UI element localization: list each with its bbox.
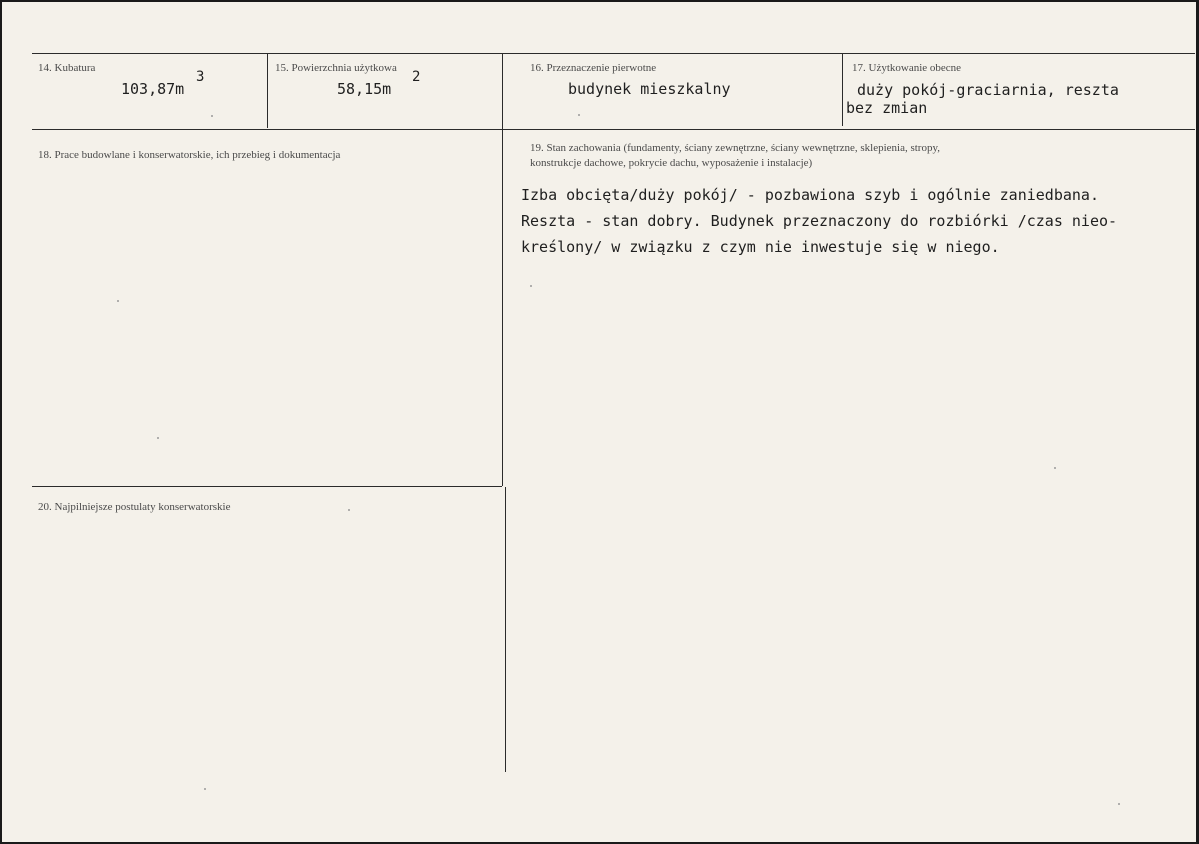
paper-speck bbox=[157, 437, 159, 439]
field-18-label: 18. Prace budowlane i konserwatorskie, ich przebieg i dokumentacja bbox=[38, 149, 341, 161]
field-15-exponent: 2 bbox=[412, 69, 421, 85]
field-17-value-line1: duży pokój-graciarnia, reszta bbox=[857, 81, 1119, 99]
field-16-label: 16. Przeznaczenie pierwotne bbox=[530, 62, 657, 74]
paper-speck bbox=[117, 300, 119, 302]
field-14-label: 14. Kubatura bbox=[38, 62, 96, 74]
paper-speck bbox=[204, 788, 206, 790]
top-row-divider bbox=[32, 53, 1195, 54]
field-14-exponent: 3 bbox=[196, 69, 205, 85]
field-14-value: 103,87m bbox=[121, 80, 185, 98]
field-19-label-line2: konstrukcje dachowe, pokrycie dachu, wyposażenie i instalacje) bbox=[530, 157, 813, 169]
field-19-text-line2: Reszta - stan dobry. Budynek przeznaczony do rozbiórki /czas nieo- bbox=[521, 212, 1118, 230]
field-17-label: 17. Użytkowanie obecne bbox=[852, 62, 962, 74]
col-divider-2 bbox=[502, 54, 503, 486]
col-divider-3 bbox=[842, 54, 843, 126]
paper-speck bbox=[1054, 467, 1056, 469]
field-15-label: 15. Powierzchnia użytkowa bbox=[275, 62, 397, 74]
field-19-label-line1: 19. Stan zachowania (fundamenty, ściany zewnętrzne, ściany wewnętrzne, sklepienia, stropy, bbox=[530, 142, 941, 154]
paper-speck bbox=[211, 115, 213, 117]
paper-speck bbox=[530, 285, 532, 287]
field-17-value-line2: bez zmian bbox=[846, 99, 928, 117]
col-divider-1 bbox=[267, 54, 268, 128]
paper-speck bbox=[348, 509, 350, 511]
field-15-value: 58,15m bbox=[337, 80, 392, 98]
field-20-label: 20. Najpilniejsze postulaty konserwatorskie bbox=[38, 501, 231, 513]
middle-row-divider bbox=[32, 129, 1195, 130]
paper-speck bbox=[1118, 803, 1120, 805]
field-19-text-line3: kreślony/ w związku z czym nie inwestuje się w niego. bbox=[521, 238, 1000, 256]
field-19-text-line1: Izba obcięta/duży pokój/ - pozbawiona szyb i ogólnie zaniedbana. bbox=[521, 186, 1099, 204]
col-divider-2-lower bbox=[505, 487, 506, 772]
lower-left-divider bbox=[32, 486, 502, 487]
field-16-value: budynek mieszkalny bbox=[568, 80, 731, 98]
paper-speck bbox=[578, 114, 580, 116]
